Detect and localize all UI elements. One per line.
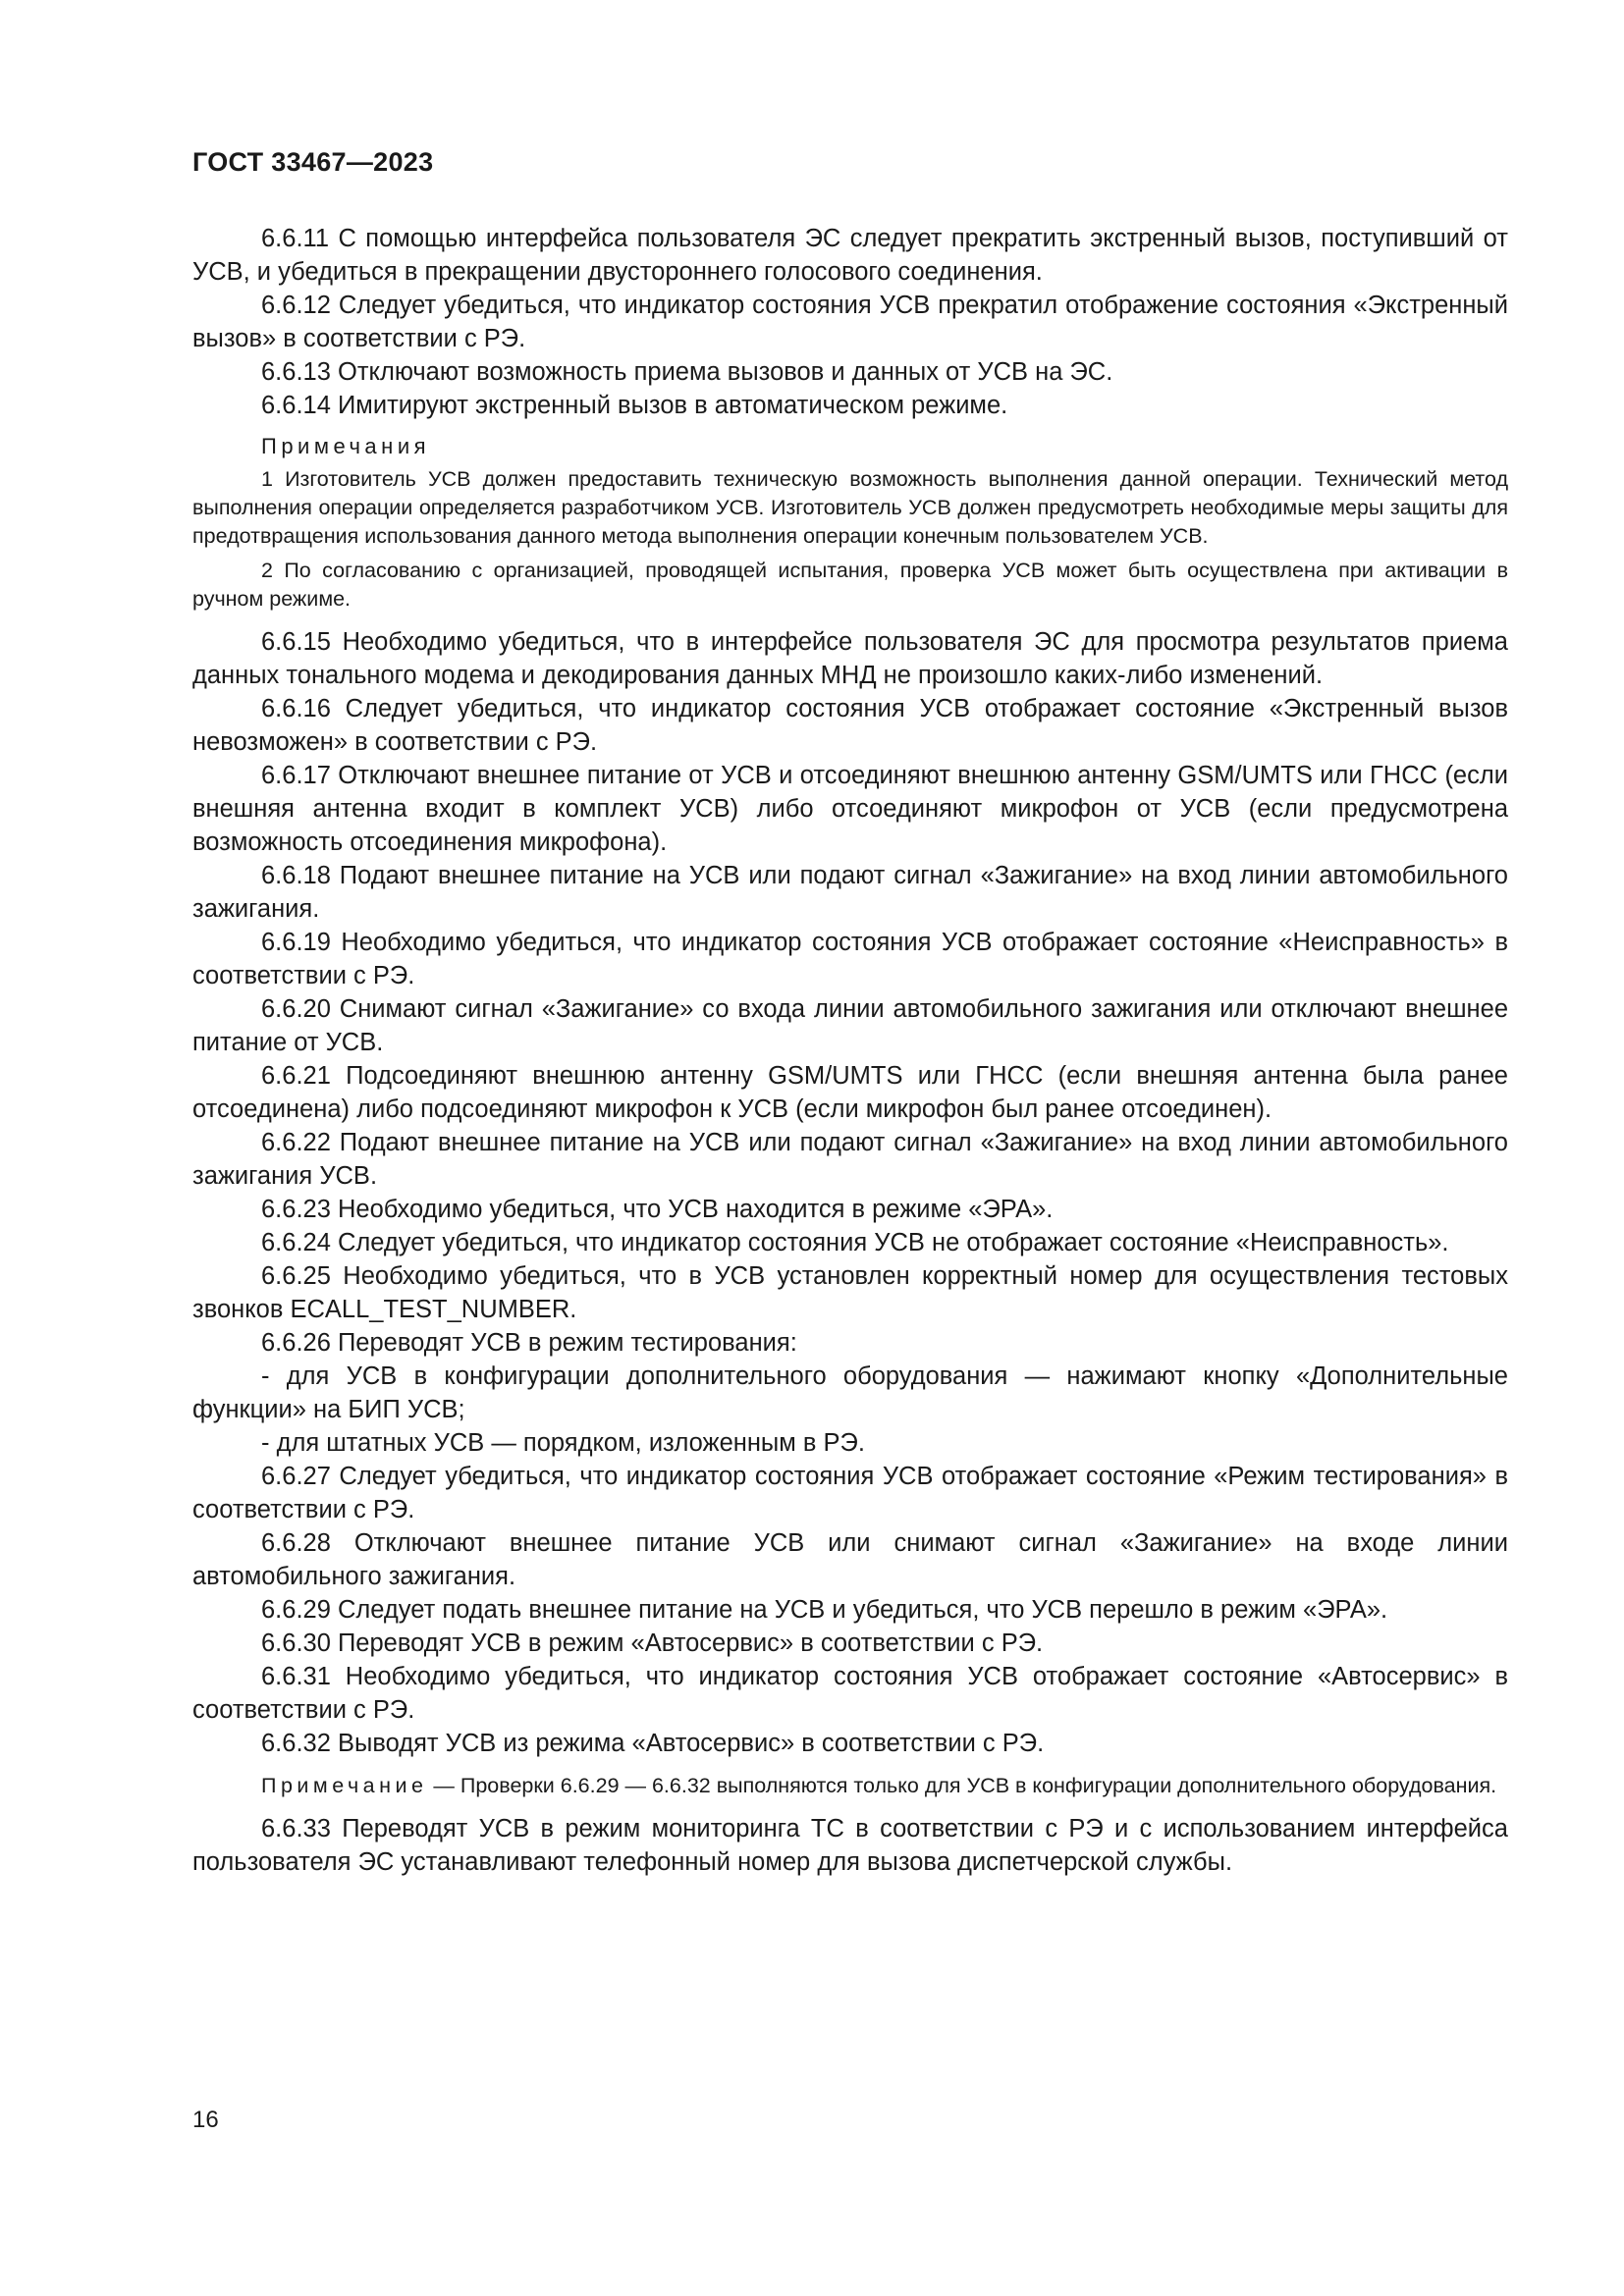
paragraph-6-6-17: 6.6.17 Отключают внешнее питание от УСВ и отсоединяют внешнюю антенну GSM/UMTS или ГНСС (если внешняя антенна входит в комплект УСВ) либо отсоединяют микрофон от УСВ (если предусмотрена возможность отсоединения микрофона). [192, 762, 1508, 856]
notes-heading: Примечания [261, 434, 431, 458]
document-body [192, 222, 1508, 1879]
paragraph-6-6-15: 6.6.15 Необходимо убедиться, что в интерфейсе пользователя ЭС для просмотра результатов приема данных тонального модема и декодирования данных МНД не произошло каких-либо изменений. [192, 628, 1508, 689]
paragraph-6-6-20: 6.6.20 Снимают сигнал «Зажигание» со входа линии автомобильного зажигания или отключают внешнее питание от УСВ. [192, 995, 1508, 1056]
document-header: ГОСТ 33467—2023 [192, 147, 434, 177]
note-2: 2 По согласованию с организацией, проводящей испытания, проверка УСВ может быть осуществлена при активации в ручном режиме. [192, 559, 1508, 611]
paragraph-6-6-29: 6.6.29 Следует подать внешнее питание на УСВ и убедиться, что УСВ перешло в режим «ЭРА». [261, 1596, 1388, 1624]
note-label: Примечание [261, 1774, 428, 1797]
paragraph-6-6-31: 6.6.31 Необходимо убедиться, что индикатор состояния УСВ отображает состояние «Автосервис» в соответствии с РЭ. [192, 1663, 1508, 1724]
paragraph-6-6-27: 6.6.27 Следует убедиться, что индикатор состояния УСВ отображает состояние «Режим тестирования» в соответствии с РЭ. [192, 1463, 1508, 1523]
list-item-additional-equipment: - для УСВ в конфигурации дополнительного оборудования — нажимают кнопку «Дополнительные функции» на БИП УСВ; [192, 1362, 1508, 1423]
note-configuration [192, 1772, 1508, 1800]
paragraph-6-6-21: 6.6.21 Подсоединяют внешнюю антенну GSM/UMTS или ГНСС (если внешняя антенна была ранее отсоединена) либо подсоединяют микрофон к УСВ (если микрофон был ранее отсоединен). [192, 1062, 1508, 1123]
paragraph-6-6-13: 6.6.13 Отключают возможность приема вызовов и данных от УСВ на ЭС. [261, 358, 1113, 386]
paragraph-6-6-28: 6.6.28 Отключают внешнее питание УСВ или снимают сигнал «Зажигание» на входе линии автомобильного зажигания. [192, 1529, 1508, 1590]
paragraph-6-6-12: 6.6.12 Следует убедиться, что индикатор состояния УСВ прекратил отображение состояния «Экстренный вызов» в соответствии с РЭ. [192, 292, 1508, 352]
paragraph-6-6-25: 6.6.25 Необходимо убедиться, что в УСВ установлен корректный номер для осуществления тестовых звонков ECALL_TEST_NUMBER. [192, 1262, 1508, 1323]
paragraph-6-6-11: 6.6.11 С помощью интерфейса пользователя ЭС следует прекратить экстренный вызов, поступивший от УСВ, и убедиться в прекращении двустороннего голосового соединения. [192, 225, 1508, 286]
note-1: 1 Изготовитель УСВ должен предоставить техническую возможность выполнения данной операции. Технический метод выполнения операции определяется разработчиком УСВ. Изготовитель УСВ должен предусмотреть необходимые меры защиты для предотвращения использования данного метода выполнения операции конечным пользователем УСВ. [192, 467, 1508, 548]
paragraph-6-6-14: 6.6.14 Имитируют экстренный вызов в автоматическом режиме. [261, 392, 1008, 419]
paragraph-6-6-26: 6.6.26 Переводят УСВ в режим тестирования: [261, 1329, 797, 1357]
paragraph-6-6-16: 6.6.16 Следует убедиться, что индикатор состояния УСВ отображает состояние «Экстренный вызов невозможен» в соответствии с РЭ. [192, 695, 1508, 756]
list-item-standard-usv: - для штатных УСВ — порядком, изложенным в РЭ. [261, 1429, 865, 1457]
paragraph-6-6-22: 6.6.22 Подают внешнее питание на УСВ или подают сигнал «Зажигание» на вход линии автомобильного зажигания УСВ. [192, 1129, 1508, 1190]
page-number: 16 [192, 2107, 219, 2133]
paragraph-6-6-30: 6.6.30 Переводят УСВ в режим «Автосервис» в соответствии с РЭ. [261, 1629, 1044, 1657]
paragraph-6-6-32: 6.6.32 Выводят УСВ из режима «Автосервис» в соответствии с РЭ. [261, 1730, 1045, 1757]
paragraph-6-6-24: 6.6.24 Следует убедиться, что индикатор состояния УСВ не отображает состояние «Неисправность». [261, 1229, 1449, 1256]
paragraph-6-6-19: 6.6.19 Необходимо убедиться, что индикатор состояния УСВ отображает состояние «Неисправность» в соответствии с РЭ. [192, 929, 1508, 989]
paragraph-6-6-23: 6.6.23 Необходимо убедиться, что УСВ находится в режиме «ЭРА». [261, 1196, 1054, 1223]
paragraph-6-6-18: 6.6.18 Подают внешнее питание на УСВ или подают сигнал «Зажигание» на вход линии автомобильного зажигания. [192, 862, 1508, 923]
note-text: — Проверки 6.6.29 — 6.6.32 выполняются только для УСВ в конфигурации дополнительного оборудования. [427, 1774, 1497, 1797]
paragraph-6-6-33: 6.6.33 Переводят УСВ в режим мониторинга ТС в соответствии с РЭ и с использованием интерфейса пользователя ЭС устанавливают телефонный номер для вызова диспетчерской службы. [192, 1815, 1508, 1876]
